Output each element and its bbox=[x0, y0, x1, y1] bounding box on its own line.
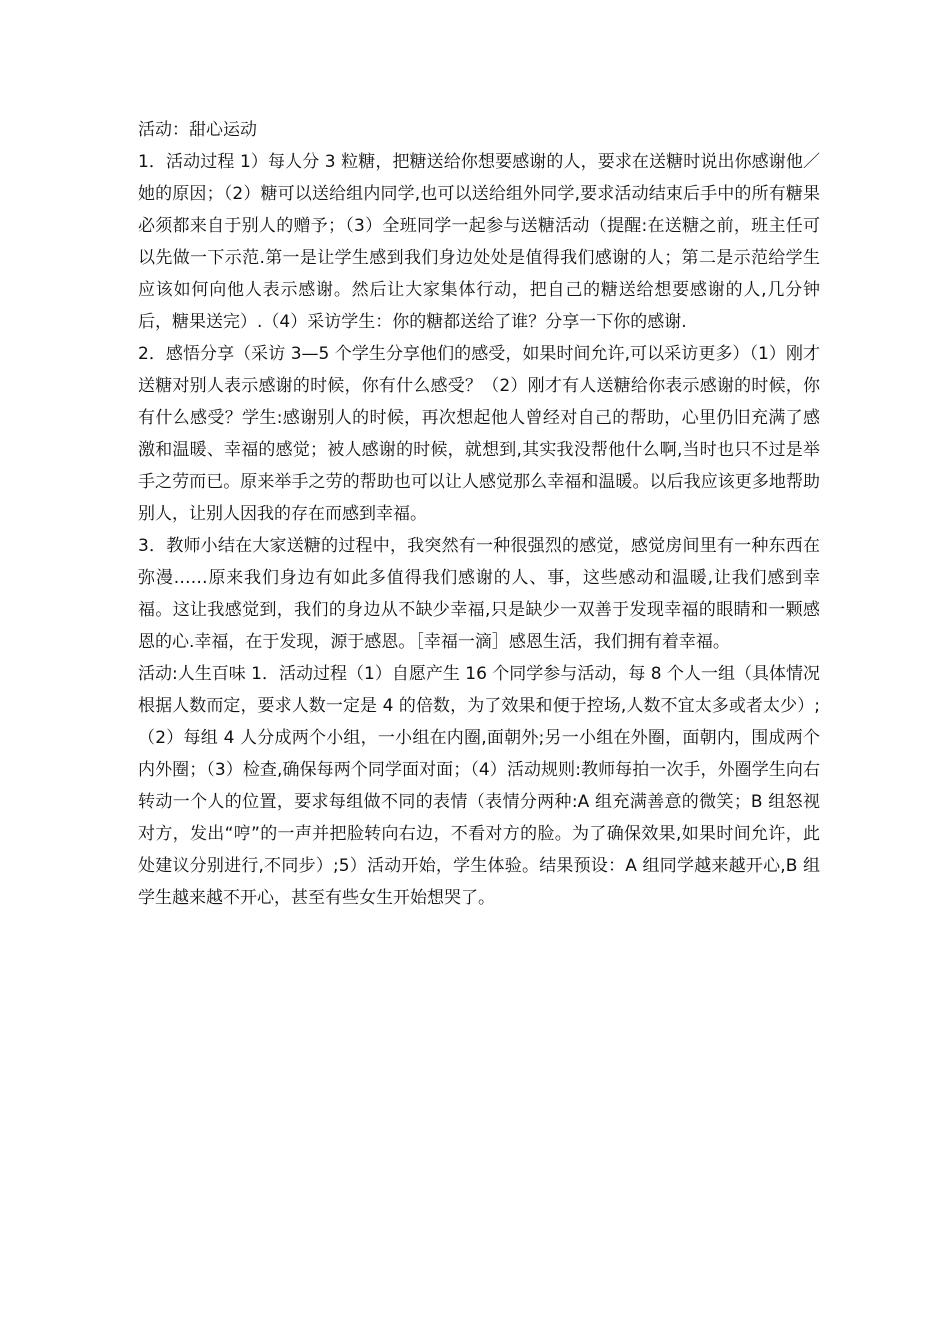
paragraph-reflection-sharing: 2．感悟分享（采访 3—5 个学生分享他们的感受，如果时间允许,可以采访更多）（1）刚才送糖对别人表示感谢的时候，你有什么感受？（2）刚才有人送糖给你表示感谢的时候，你有什么感受？学生:感谢别人的时候，再次想起他人曾经对自己的帮助，心里仍旧充满了感激和温暖、幸福的感觉；被人感谢的时候，就想到,其实我没帮他什么啊,当时也只不过是举手之劳而已。原来举手之劳的帮助也可以让人感觉那么幸福和温暖。以后我应该更多地帮助别人，让别人因我的存在而感到幸福。 bbox=[138, 344, 820, 524]
paragraph-teacher-summary: 3．教师小结在大家送糖的过程中，我突然有一种很强烈的感觉，感觉房间里有一种东西在弥漫……原来我们身边有如此多值得我们感谢的人、事，这些感动和温暖,让我们感到幸福。这让我感觉到，我们的身边从不缺少幸福,只是缺少一双善于发现幸福的眼睛和一颗感恩的心.幸福，在于发现，源于感恩。［幸福一滴］感恩生活，我们拥有着幸福。 bbox=[138, 536, 820, 652]
section-heading-sweet-activity: 活动：甜心运动 bbox=[138, 120, 257, 140]
document-body bbox=[138, 114, 820, 914]
paragraph-activity-process: 1．活动过程 1）每人分 3 粒糖，把糖送给你想要感谢的人，要求在送糖时说出你感谢他／她的原因；（2）糖可以送给组内同学,也可以送给组外同学,要求活动结束后手中的所有糖果必须都来自于别人的赠予；（3）全班同学一起参与送糖活动（提醒:在送糖之前，班主任可以先做一下示范.第一是让学生感到我们身边处处是值得我们感谢的人；第二是示范给学生应该如何向他人表示感谢。然后让大家集体行动，把自己的糖送给想要感谢的人,几分钟后，糖果送完）.（4）采访学生：你的糖都送给了谁？分享一下你的感谢. bbox=[138, 152, 820, 332]
paragraph-life-flavors-activity: 活动:人生百味 1．活动过程（1）自愿产生 16 个同学参与活动，每 8 个人一组（具体情况根据人数而定，要求人数一定是 4 的倍数，为了效果和便于控场,人数不宜太多或者太少）;（2）每组 4 人分成两个小组，一小组在内圈,面朝外;另一小组在外圈，面朝内，围成两个内外圈；（3）检查,确保每两个同学面对面；（4）活动规则:教师每拍一次手，外圈学生向右转动一个人的位置，要求每组做不同的表情（表情分两种:A 组充满善意的微笑；B 组怒视对方，发出“哼”的一声并把脸转向右边，不看对方的脸。为了确保效果,如果时间允许，此处建议分别进行,不同步）;5）活动开始，学生体验。结果预设：A 组同学越来越开心,B 组学生越来越不开心，甚至有些女生开始想哭了。 bbox=[138, 664, 820, 908]
